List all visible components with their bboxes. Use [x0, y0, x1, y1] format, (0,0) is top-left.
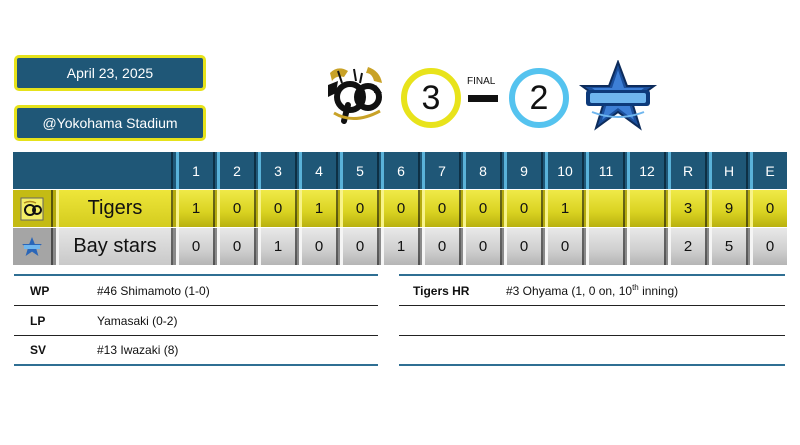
score-dash	[468, 95, 498, 102]
empty-row	[399, 306, 785, 336]
header-errors: E	[750, 152, 787, 189]
away-score-value: 3	[421, 78, 441, 117]
header-hits: H	[709, 152, 748, 189]
baystars-inning-1: 0	[176, 228, 215, 265]
baystars-inning-4: 0	[299, 228, 338, 265]
header-inning-7: 7	[422, 152, 461, 189]
tigers-hr-value-sup: th	[632, 283, 639, 292]
tigers-inning-12	[627, 190, 666, 227]
game-date-box	[14, 55, 206, 91]
baystars-inning-9: 0	[504, 228, 543, 265]
winning-pitcher-label: WP	[30, 283, 50, 298]
baystars-hits: 5	[709, 228, 748, 265]
tigers-errors: 0	[750, 190, 787, 227]
tigers-mini-logo	[13, 190, 53, 227]
baystars-inning-6: 1	[381, 228, 420, 265]
tigers-hr-value-end: inning)	[638, 284, 679, 298]
team-name-baystars: Bay stars	[56, 228, 173, 265]
away-score	[401, 68, 461, 128]
tigers-inning-10: 1	[545, 190, 584, 227]
header-inning-2: 2	[217, 152, 256, 189]
save-value: #13 Iwazaki (8)	[97, 343, 179, 357]
header-inning-11: 11	[586, 152, 625, 189]
header-inning-9: 9	[504, 152, 543, 189]
header-inning-3: 3	[258, 152, 297, 189]
tigers-mini-logo-icon	[20, 197, 44, 221]
winning-pitcher-value: #46 Shimamoto (1-0)	[97, 283, 210, 298]
tigers-inning-4: 1	[299, 190, 338, 227]
team-name-tigers: Tigers	[56, 190, 173, 227]
linescore-header-row	[13, 152, 787, 189]
tigers-hr-value-main: #3 Ohyama (1, 0 on, 10	[506, 284, 633, 298]
empty-row	[399, 336, 785, 366]
header-inning-4: 4	[299, 152, 338, 189]
tigers-hr-row	[399, 276, 785, 306]
header-team-column	[13, 152, 173, 189]
header-runs: R	[668, 152, 707, 189]
tigers-inning-9: 0	[504, 190, 543, 227]
linescore-row-tigers	[13, 190, 787, 227]
tigers-90th-anniversary-logo-icon	[324, 63, 386, 129]
tigers-inning-2: 0	[217, 190, 256, 227]
game-date: April 23, 2025	[66, 65, 154, 81]
header-inning-6: 6	[381, 152, 420, 189]
linescore-board	[13, 152, 787, 265]
baystars-runs: 2	[668, 228, 707, 265]
save-row	[14, 336, 378, 366]
tigers-inning-1: 1	[176, 190, 215, 227]
tigers-runs: 3	[668, 190, 707, 227]
baystars-inning-5: 0	[340, 228, 379, 265]
save-label: SV	[30, 343, 47, 357]
header-inning-12: 12	[627, 152, 666, 189]
tigers-inning-7: 0	[422, 190, 461, 227]
tigers-hr-label: Tigers HR	[413, 283, 470, 298]
pitching-decisions-table	[14, 274, 378, 366]
tigers-inning-8: 0	[463, 190, 502, 227]
header-inning-1: 1	[176, 152, 215, 189]
game-venue: @Yokohama Stadium	[42, 115, 178, 131]
tigers-inning-3: 0	[258, 190, 297, 227]
header-inning-10: 10	[545, 152, 584, 189]
baystars-mini-logo-icon	[20, 235, 44, 259]
baystars-inning-7: 0	[422, 228, 461, 265]
baystars-inning-2: 0	[217, 228, 256, 265]
baystars-star-logo-icon	[578, 60, 658, 132]
baystars-inning-11	[586, 228, 625, 265]
home-score-value: 2	[529, 78, 549, 117]
baystars-inning-3: 1	[258, 228, 297, 265]
tigers-inning-11	[586, 190, 625, 227]
baystars-mini-logo	[13, 228, 53, 265]
final-label: FINAL	[467, 76, 496, 87]
baystars-inning-10: 0	[545, 228, 584, 265]
tigers-hits: 9	[709, 190, 748, 227]
linescore-row-baystars	[13, 228, 787, 265]
venue-box	[14, 105, 206, 141]
losing-pitcher-value: Yamasaki (0-2)	[97, 313, 178, 328]
losing-pitcher-label: LP	[30, 313, 46, 328]
tigers-inning-6: 0	[381, 190, 420, 227]
header-inning-8: 8	[463, 152, 502, 189]
baystars-inning-8: 0	[463, 228, 502, 265]
header-inning-5: 5	[340, 152, 379, 189]
home-score	[509, 68, 569, 128]
baystars-errors: 0	[750, 228, 787, 265]
baystars-inning-12	[627, 228, 666, 265]
winning-pitcher-row	[14, 276, 378, 306]
home-runs-table	[399, 274, 785, 366]
tigers-hr-value	[506, 283, 678, 298]
tigers-inning-5: 0	[340, 190, 379, 227]
losing-pitcher-row	[14, 306, 378, 336]
